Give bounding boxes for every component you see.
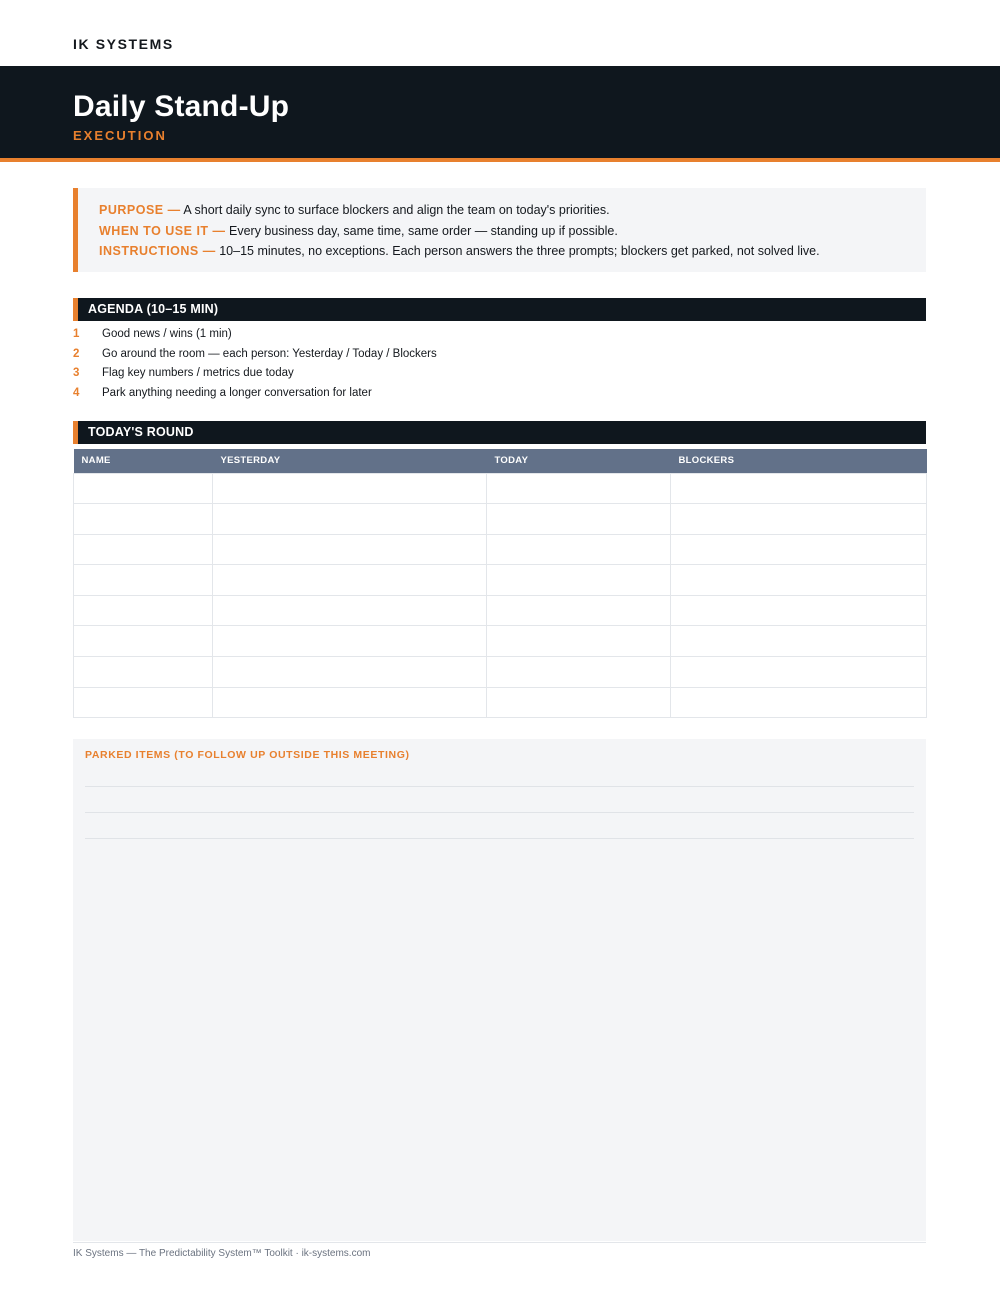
when-text: Every business day, same time, same order — standing up if possible. — [225, 223, 618, 238]
writing-line — [85, 812, 914, 813]
name-cell[interactable] — [74, 687, 213, 718]
name-cell[interactable] — [74, 473, 213, 504]
agenda-item — [73, 365, 926, 385]
round-heading: TODAY'S ROUND — [73, 421, 926, 444]
table-row — [74, 565, 927, 596]
agenda-item — [73, 346, 926, 366]
today-cell[interactable] — [487, 657, 671, 688]
agenda-heading: AGENDA (10–15 MIN) — [73, 298, 926, 321]
when-row — [99, 221, 926, 242]
page-subtitle: EXECUTION — [73, 128, 167, 143]
round-table-header — [74, 449, 927, 473]
table-row — [74, 595, 927, 626]
writing-line — [85, 786, 914, 787]
purpose-key: PURPOSE — — [99, 203, 181, 217]
blockers-cell[interactable] — [671, 504, 927, 535]
page-title: Daily Stand-Up — [73, 90, 290, 123]
table-row — [74, 626, 927, 657]
column-header-yesterday: YESTERDAY — [213, 449, 487, 473]
agenda-item-text: Flag key numbers / metrics due today — [102, 367, 294, 380]
yesterday-cell[interactable] — [213, 595, 487, 626]
blockers-cell[interactable] — [671, 534, 927, 565]
brand-name: IK SYSTEMS — [73, 36, 174, 52]
name-cell[interactable] — [74, 504, 213, 535]
table-row — [74, 657, 927, 688]
round-table — [73, 449, 927, 718]
table-row — [74, 687, 927, 718]
table-row — [74, 504, 927, 535]
column-header-blockers: BLOCKERS — [671, 449, 927, 473]
yesterday-cell[interactable] — [213, 473, 487, 504]
blockers-cell[interactable] — [671, 565, 927, 596]
instructions-row — [99, 241, 926, 262]
parked-items-label: PARKED ITEMS (TO FOLLOW UP OUTSIDE THIS MEETING) — [85, 749, 410, 761]
footer-divider — [73, 1242, 926, 1243]
agenda-item-number: 3 — [73, 367, 80, 380]
agenda-item — [73, 385, 926, 405]
name-cell[interactable] — [74, 657, 213, 688]
yesterday-cell[interactable] — [213, 534, 487, 565]
yesterday-cell[interactable] — [213, 657, 487, 688]
name-cell[interactable] — [74, 534, 213, 565]
agenda-item-number: 1 — [73, 328, 80, 340]
instructions-key: INSTRUCTIONS — — [99, 244, 216, 258]
page-footer: IK Systems — The Predictability System™ Toolkit · ik-systems.com — [73, 1248, 371, 1259]
agenda-item-number: 4 — [73, 386, 80, 399]
blockers-cell[interactable] — [671, 473, 927, 504]
page-header — [0, 66, 1000, 162]
today-cell[interactable] — [487, 687, 671, 718]
parked-items-panel[interactable] — [73, 739, 926, 1241]
purpose-text: A short daily sync to surface blockers and align the team on today's priorities. — [180, 203, 610, 217]
table-row — [74, 473, 927, 504]
blockers-cell[interactable] — [671, 595, 927, 626]
instructions-text: 10–15 minutes, no exceptions. Each person answers the three prompts; blockers get parked, not solved live. — [215, 244, 820, 258]
when-key: WHEN TO USE IT — — [99, 223, 226, 238]
yesterday-cell[interactable] — [213, 687, 487, 718]
name-cell[interactable] — [74, 626, 213, 657]
name-cell[interactable] — [74, 565, 213, 596]
agenda-item-text: Good news / wins (1 min) — [102, 328, 232, 340]
yesterday-cell[interactable] — [213, 626, 487, 657]
writing-line — [85, 838, 914, 839]
today-cell[interactable] — [487, 595, 671, 626]
today-cell[interactable] — [487, 626, 671, 657]
today-cell[interactable] — [487, 534, 671, 565]
yesterday-cell[interactable] — [213, 565, 487, 596]
today-cell[interactable] — [487, 565, 671, 596]
name-cell[interactable] — [74, 595, 213, 626]
agenda-item — [73, 326, 926, 346]
column-header-name: NAME — [74, 449, 213, 473]
yesterday-cell[interactable] — [213, 504, 487, 535]
agenda-list — [73, 326, 926, 404]
blockers-cell[interactable] — [671, 657, 927, 688]
today-cell[interactable] — [487, 504, 671, 535]
agenda-item-text: Park anything needing a longer conversation for later — [102, 386, 372, 399]
table-row — [74, 534, 927, 565]
agenda-item-number: 2 — [73, 347, 80, 360]
agenda-item-text: Go around the room — each person: Yesterday / Today / Blockers — [102, 347, 437, 360]
blockers-cell[interactable] — [671, 626, 927, 657]
purpose-row — [99, 200, 926, 221]
column-header-today: TODAY — [487, 449, 671, 473]
today-cell[interactable] — [487, 473, 671, 504]
blockers-cell[interactable] — [671, 687, 927, 718]
intro-panel — [73, 188, 926, 272]
